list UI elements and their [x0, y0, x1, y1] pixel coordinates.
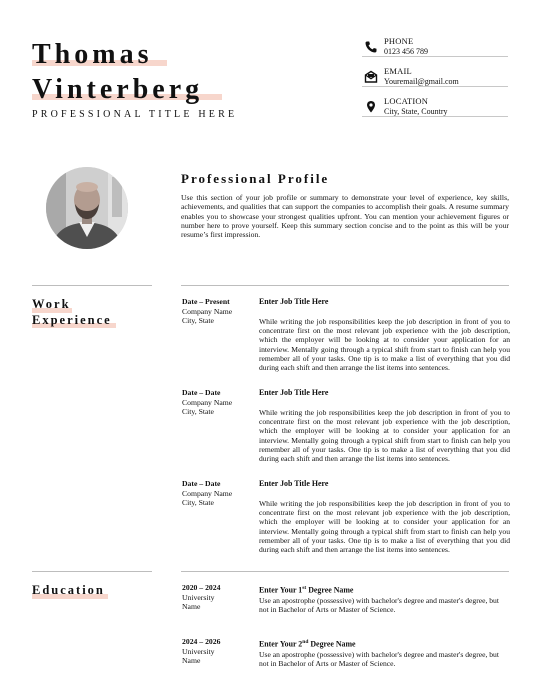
job-description: While writing the job responsibilities keep the job description in front of you to concentrate first on the most relevant job experience with the job description, which the employer will be looking at to consider your application for an interview. Mentally going through a typical shift from start to finish can help you remember all of your tasks. One tip is to make a list of everything that you did during each shift and then arrange the list items into sentences.: [259, 317, 510, 373]
contact-email: [362, 66, 508, 90]
job-date: Date – Date: [182, 479, 221, 488]
education-meta: [182, 637, 252, 666]
email-value: Youremail@gmail.com: [384, 77, 459, 86]
job-date: Date – Present: [182, 297, 230, 306]
section-divider: [32, 571, 152, 572]
job-title: Enter Job Title Here: [259, 388, 329, 397]
degree-description: Use an apostrophe (possessive) with bachelor's degree and master's degree, but not in Bachelor of Arts or Master of Science.: [259, 649, 499, 668]
profile-heading: Professional Profile: [181, 171, 330, 186]
contact-phone: [362, 36, 508, 60]
education-meta: [182, 583, 252, 612]
job-date: Date – Date: [182, 388, 221, 397]
contact-divider: [362, 56, 508, 57]
job-entry: [259, 388, 510, 463]
job-meta: [182, 297, 252, 326]
education-university: University: [182, 646, 215, 656]
education-name: Name: [182, 602, 201, 612]
job-company: Company Name: [182, 488, 233, 498]
education-entry: [259, 583, 510, 614]
education-date: 2024 – 2026: [182, 637, 221, 646]
location-pin-icon: [364, 100, 378, 114]
section-divider: [181, 285, 509, 286]
section-divider: [181, 571, 509, 572]
job-title: Enter Job Title Here: [259, 479, 329, 488]
professional-title: PROFESSIONAL TITLE HERE: [32, 109, 238, 120]
contact-location: [362, 96, 508, 120]
job-entry: [259, 297, 510, 372]
section-divider: [32, 285, 152, 286]
education-name: Name: [182, 656, 201, 666]
education-university: University: [182, 592, 215, 602]
job-description: While writing the job responsibilities keep the job description in front of you to concentrate first on the most relevant job experience with the job description, which the employer will be looking at to consider your application for an interview. Mentally going through a typical shift from start to finish can help you remember all of your tasks. One tip is to make a list of everything that you did during each shift and then arrange the list items into sentences.: [259, 408, 510, 464]
degree-title: Enter Your 1st Degree Name: [259, 585, 354, 595]
contact-divider: [362, 86, 508, 87]
job-entry: [259, 479, 510, 554]
job-title: Enter Job Title Here: [259, 297, 329, 306]
location-label: LOCATION: [384, 96, 429, 106]
education-entry: [259, 637, 510, 668]
degree-description: Use an apostrophe (possessive) with bachelor's degree and master's degree, but not in Bachelor of Arts or Master of Science.: [259, 595, 499, 614]
email-icon: [364, 70, 378, 84]
job-company: Company Name: [182, 397, 233, 407]
location-value: City, State, Country: [384, 107, 448, 116]
profile-photo: [46, 167, 128, 249]
job-meta: [182, 388, 252, 417]
job-description: While writing the job responsibilities keep the job description in front of you to concentrate first on the most relevant job experience with the job description, which the employer will be looking at to consider your application for an interview. Mentally going through a typical shift from start to finish can help you remember all of your tasks. One tip is to make a list of everything that you did during each shift and then arrange the list items into sentences.: [259, 499, 510, 555]
education-date: 2020 – 2024: [182, 583, 221, 592]
email-label: EMAIL: [384, 66, 412, 76]
work-heading-line2: Experience: [32, 312, 112, 327]
job-company: Company Name: [182, 306, 233, 316]
phone-icon: [364, 40, 378, 54]
education-heading: Education: [32, 583, 105, 597]
job-location: City, State: [182, 498, 214, 508]
degree-title: Enter Your 2nd Degree Name: [259, 639, 356, 649]
last-name: Vinterberg: [32, 74, 204, 105]
work-heading: [32, 297, 112, 328]
person-portrait-icon: [46, 167, 128, 249]
contact-divider: [362, 116, 508, 117]
phone-value: 0123 456 789: [384, 47, 428, 56]
profile-summary: Use this section of your job profile or summary to demonstrate your level of experience, key skills, achievements, and qualities that can support the companies to accomplish their goals. A resume summary enables you to showcase your strongest qualities upfront. You can mention your achievement figures or number here to prove yourself. Keep this summary section concise and to the point as this will be your resume’s first impression.: [181, 193, 509, 240]
job-meta: [182, 479, 252, 508]
phone-label: PHONE: [384, 36, 414, 46]
first-name: Thomas: [32, 39, 153, 70]
work-heading-line1: Work: [32, 297, 71, 311]
job-location: City, State: [182, 316, 214, 326]
job-location: City, State: [182, 407, 214, 417]
